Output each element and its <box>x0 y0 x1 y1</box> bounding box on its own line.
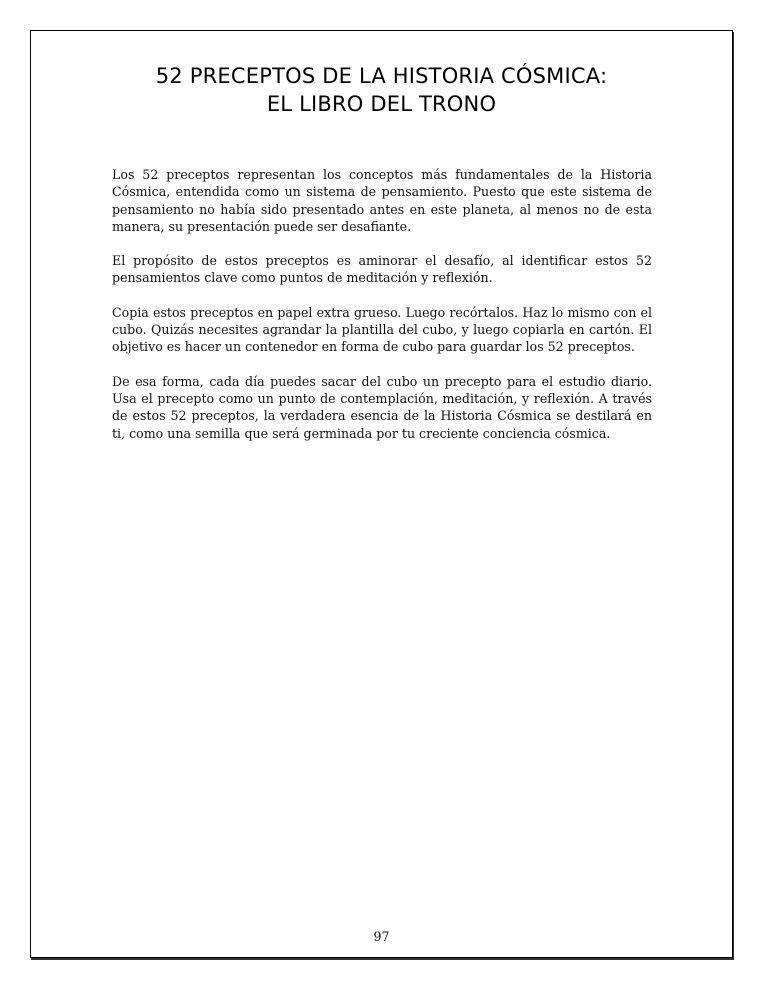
title-line-2: EL LIBRO DEL TRONO <box>266 92 497 116</box>
page-title <box>30 62 733 118</box>
paragraph-3: Copia estos preceptos en papel extra grueso. Luego recórtalos. Haz lo mismo con el cubo. Quizás necesites agrandar la plantilla del cubo, y luego copiarla en cartón. El objetivo es hacer un contenedor en forma de cubo para guardar los 52 preceptos. <box>112 304 652 355</box>
paragraph-1: Los 52 preceptos representan los conceptos más fundamentales de la Historia Cósmica, entendida como un sistema de pensamiento. Puesto que este sistema de pensamiento no había sido presentado antes en este planeta, al menos no de esta manera, su presentación puede ser desafiante. <box>112 167 652 234</box>
body-text <box>112 166 652 459</box>
paragraph-2: El propósito de estos preceptos es aminorar el desafío, al identificar estos 52 pensamientos clave como puntos de meditación y reflexión. <box>112 253 652 286</box>
title-line-1: 52 PRECEPTOS DE LA HISTORIA CÓSMICA: <box>155 64 608 88</box>
page-number: 97 <box>373 929 390 944</box>
paragraph-4: De esa forma, cada día puedes sacar del cubo un precepto para el estudio diario. Usa el precepto como un punto de contemplación, meditación, y reflexión. A través de estos 52 preceptos, la verdadera esencia de la Historia Cósmica se destilará en ti, como una semilla que será germinada por tu creciente conciencia cósmica. <box>112 373 652 441</box>
